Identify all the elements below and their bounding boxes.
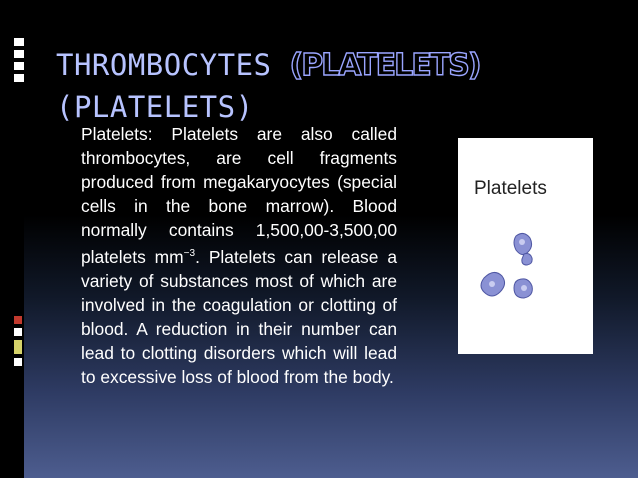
platelets-figure [458,138,593,354]
platelet-cell [522,254,532,266]
platelet-cells-illustration-icon [458,138,593,354]
title-line-2: (PLATELETS) [56,90,254,124]
edge-mark [14,62,24,70]
slide-edge-marks-top [14,22,24,86]
body-part-2: . Platelets can release a variety of substances most of which are involved in the coagulation or clotting of blood. A reduction in their number can lead to clotting disorders which will lead to excessive loss of blood from the body. [81,246,398,387]
body-paragraph [81,122,397,389]
platelet-granule [489,281,495,287]
platelet-granule [521,285,527,291]
edge-mark-red [14,316,22,324]
slide-edge-marks-bottom [14,316,22,370]
title-main: THROMBOCYTES [56,48,272,82]
body-superscript: −3 [183,248,196,259]
slide-title [56,45,616,124]
body-part-1: Platelets: Platelets are also called thrombocytes, are cell fragments produced from megakaryocytes (special cells in the bone marrow). Blood normally contains 1,500,00-3,500,00 platelets mm [81,124,397,267]
edge-mark [14,358,22,366]
edge-mark [14,50,24,58]
edge-mark [14,328,22,336]
edge-mark-yellow [14,340,22,354]
title-ghost-text: (PLATELETS) [289,48,480,83]
figure-label: Platelets [474,178,547,199]
platelet-granule [519,239,525,245]
edge-mark [14,74,24,82]
edge-mark [14,38,24,46]
